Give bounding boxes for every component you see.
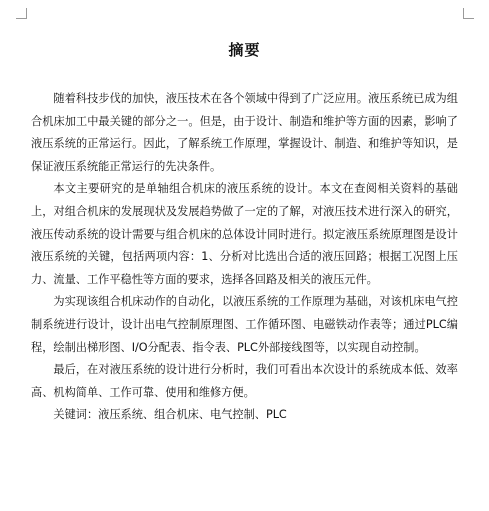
abstract-title: 摘要: [228, 41, 261, 59]
abstract-paragraph-1: 随着科技步伐的加快，液压技术在各个领域中得到了广泛应用。液压系统已成为组合机床加工中最关键的部分之一。但是，由于设计、制造和维护等方面的因素，影响了液压系统的正常运行。因此，了解系统工作原理，掌握设计、制造、和维护等知识，是保证液压系统能正常运行的先决条件。: [31, 92, 458, 173]
abstract-body: [31, 88, 458, 427]
abstract-paragraph-3: 为实现该组合机床动作的自动化，以液压系统的工作原理为基础，对该机床电气控制系统进行设计，设计出电气控制原理图、工作循环图、电磁铁动作表等；通过PLC编程，绘制出梯形图、I/O分配表、指令表、PLC外部接线图等，以实现自动控制。: [31, 295, 458, 354]
margin-corner-mark-top-left: [16, 8, 27, 19]
margin-corner-mark-top-right: [463, 8, 474, 19]
abstract-paragraph-4: 最后，在对液压系统的设计进行分析时，我们可看出本次设计的系统成本低、效率高、机构简单、工作可靠、使用和维修方便。: [31, 363, 458, 399]
abstract-paragraph-2: 本文主要研究的是单轴组合机床的液压系统的设计。本文在查阅相关资料的基础上，对组合机床的发展现状及发展趋势做了一定的了解，对液压技术进行深入的研究，液压传动系统的设计需要与组合机床的总体设计同时进行。拟定液压系统原理图是设计液压系统的关键，包括两项内容：1、分析对比选出合适的液压回路；根据工况图上压力、流量、工作平稳性等方面的要求，选择各回路及相关的液压元件。: [31, 182, 458, 286]
keywords-line: 关键词：液压系统、组合机床、电气控制、PLC: [53, 408, 287, 422]
